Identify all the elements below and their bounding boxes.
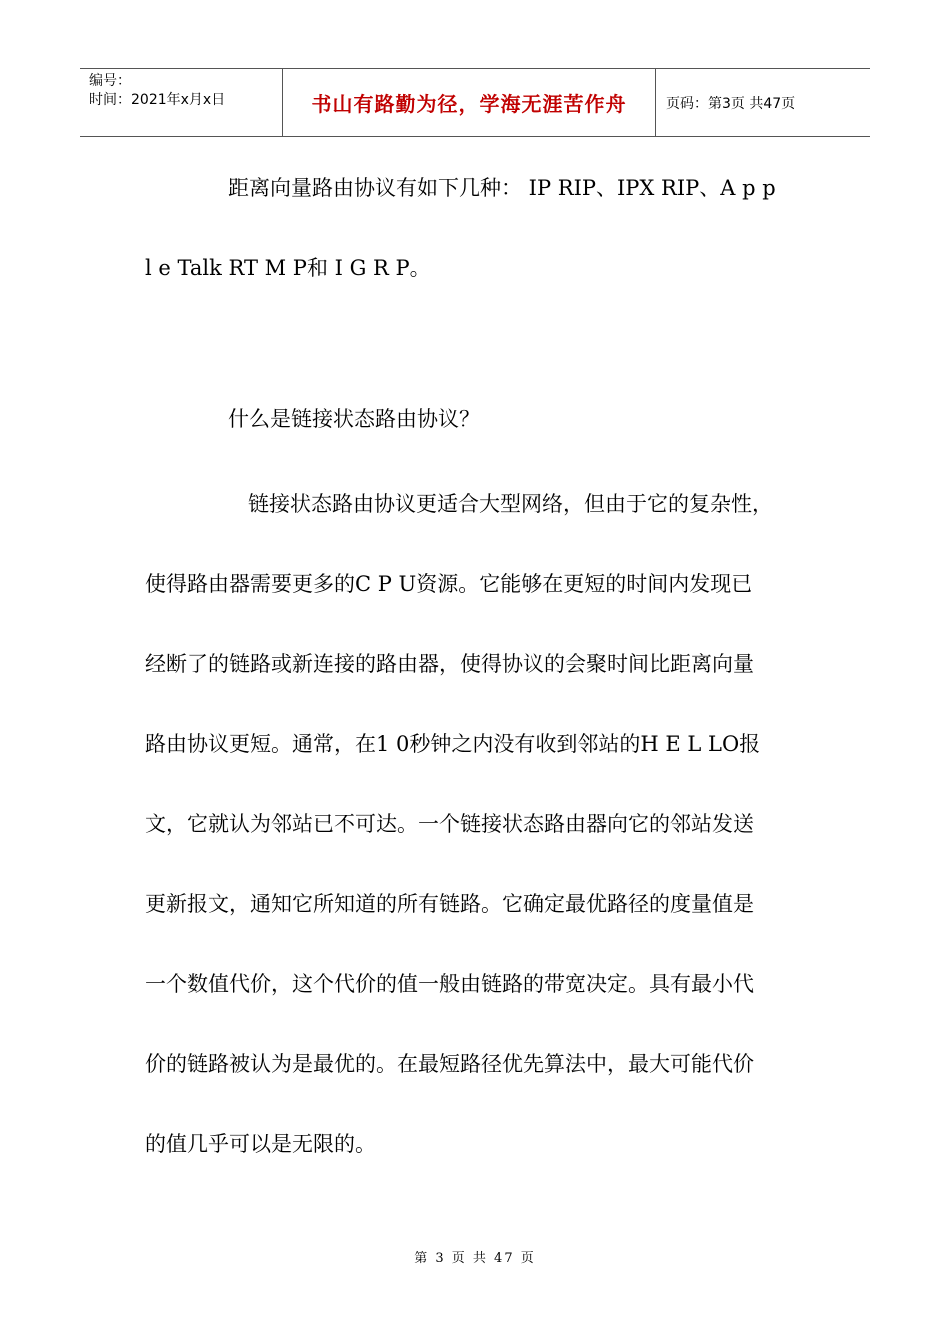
paragraph-line: 经断了的链路或新连接的路由器，使得协议的会聚时间比距离向量 xyxy=(145,652,754,676)
paragraph-line: 距离向量路由协议有如下几种： IP RIP、IPX RIP、A p p xyxy=(228,176,776,200)
document-date: 时间：2021年x月x日 xyxy=(89,92,226,108)
paragraph-line: 路由协议更短。通常，在1 0秒钟之内没有收到邻站的H E L LO报 xyxy=(145,732,761,756)
paragraph-line: 使得路由器需要更多的C P U资源。它能够在更短的时间内发现已 xyxy=(145,572,753,596)
paragraph-line: 更新报文，通知它所知道的所有链路。它确定最优路径的度量值是 xyxy=(145,892,754,916)
paragraph-line: 链接状态路由协议更适合大型网络，但由于它的复杂性， xyxy=(248,492,773,516)
paragraph-line: l e Talk RT M P和 I G R P。 xyxy=(145,256,431,280)
section-question: 什么是链接状态路由协议？ xyxy=(228,407,480,431)
header-meta xyxy=(80,69,283,136)
paragraph-line: 文，它就认为邻站已不可达。一个链接状态路由器向它的邻站发送 xyxy=(145,812,754,836)
paragraph-line: 的值几乎可以是无限的。 xyxy=(145,1132,376,1156)
header-motto: 书山有路勤为径，学海无涯苦作舟 xyxy=(283,69,656,136)
header-page-info: 页码：第3页 共47页 xyxy=(666,95,796,112)
paragraph-line: 一个数值代价，这个代价的值一般由链路的带宽决定。具有最小代 xyxy=(145,972,754,996)
paragraph-line: 价的链路被认为是最优的。在最短路径优先算法中，最大可能代价 xyxy=(145,1052,754,1076)
page-footer: 第 3 页 共 47 页 xyxy=(414,1251,536,1266)
page-header xyxy=(80,68,870,137)
document-number-label: 编号： xyxy=(89,73,131,89)
